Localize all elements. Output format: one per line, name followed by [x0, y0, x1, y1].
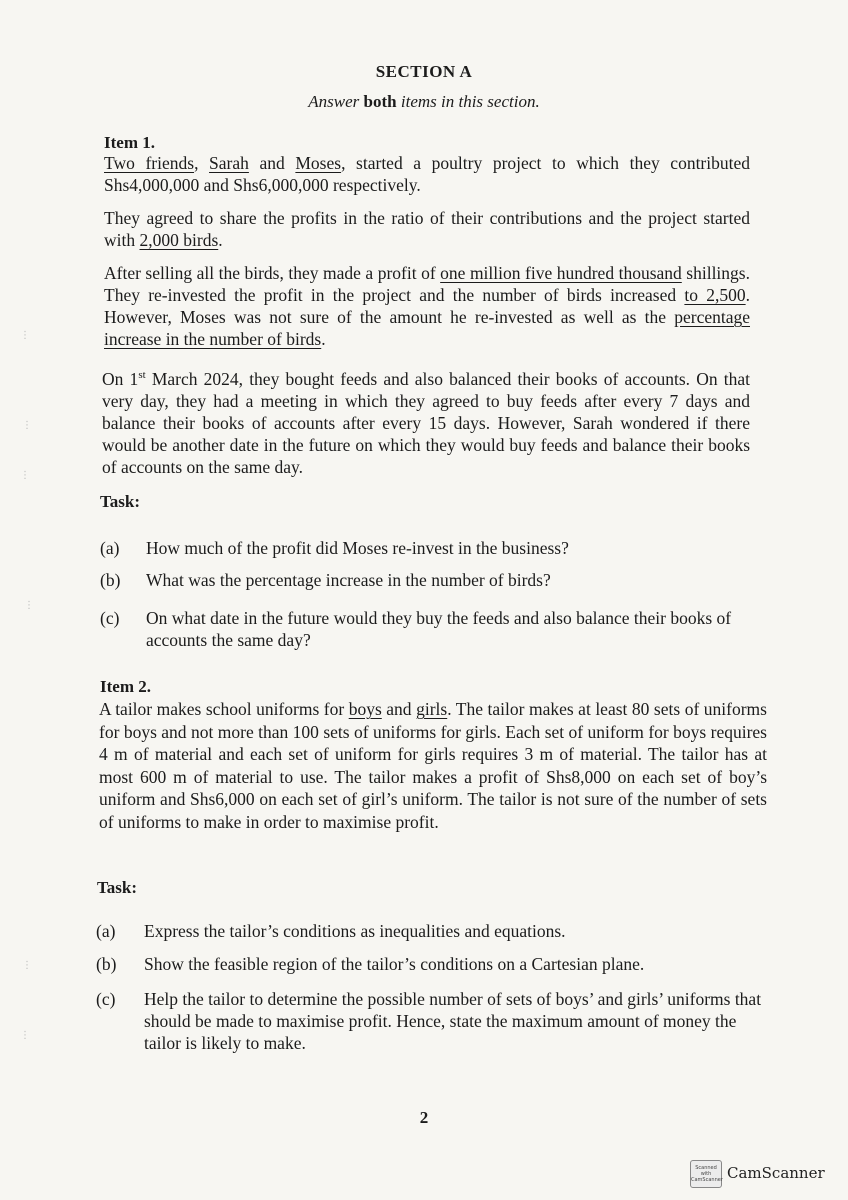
task-text: What was the percentage increase in the number of birds?: [146, 570, 551, 590]
scan-speck: ⋮: [20, 330, 30, 341]
underlined-phrase: percentage increase in the number of birds: [104, 307, 750, 349]
text-run: . The tailor makes at least 80 sets of uniforms for boys and not more than 100 sets of uniforms for girls. Each set of uniform for boys requires 4 m of material and each set of uniform for girls requires 3 m of material. The tailor has at most 600 m of material to use. The tailor makes a profit of Shs8,000 on each set of boy’s uniform and Shs6,000 on each set of girl’s uniform. The tailor is not sure of the number of sets of uniforms to make in order to maximise profit.: [99, 699, 767, 832]
instruction-bold: both: [363, 92, 397, 111]
text-run: . However, Moses was not sure of the amount he re-invested as well as the: [104, 285, 750, 327]
ordinal-suffix: st: [138, 369, 146, 381]
text-run: shillings. They re-invested the profit in the project and the number of birds increased: [104, 263, 750, 305]
underlined-phrase: Moses: [295, 153, 342, 173]
scan-speck: ⋮: [20, 1030, 30, 1041]
text-run: On 1: [102, 368, 139, 389]
task-text: Show the feasible region of the tailor’s conditions on a Cartesian plane.: [144, 954, 645, 974]
item-1-paragraph-1: [104, 152, 750, 196]
task-text: On what date in the future would they buy the feeds and also balance their books of accounts the same day?: [146, 608, 732, 650]
text-run: , started a poultry project to which they contributed Shs4,000,000 and Shs6,000,000 respectively.: [104, 153, 751, 195]
text-run: and: [248, 153, 296, 173]
underlined-phrase: one million five hundred thousand: [440, 263, 682, 283]
task-text: Express the tailor’s conditions as inequalities and equations.: [144, 921, 566, 941]
section-title: SECTION A: [375, 62, 473, 81]
item-2-task-a: [96, 920, 766, 942]
task-text: Help the tailor to determine the possible number of sets of boys’ and girls’ uniforms that should be made to maximise profit. Hence, state the maximum amount of money the tailor is likely to make.: [144, 989, 762, 1053]
text-run: and: [381, 699, 417, 719]
section-instruction: [0, 92, 848, 112]
scan-speck: ⋮: [22, 420, 32, 431]
item-2-paragraph-1: [99, 698, 767, 833]
item-1-heading: Item 1.: [104, 133, 155, 152]
underlined-phrase: boys: [348, 699, 382, 719]
item-2-task-b: [96, 953, 766, 975]
text-run: ,: [194, 153, 210, 173]
item-2-heading: Item 2.: [100, 677, 151, 696]
scan-speck: ⋮: [24, 600, 34, 611]
text-run: A tailor makes school uniforms for: [99, 699, 349, 719]
task-label: (b): [96, 954, 117, 974]
underlined-phrase: girls: [416, 699, 448, 719]
task-label: (a): [96, 921, 116, 941]
task-label: (c): [96, 989, 116, 1009]
task-text: How much of the profit did Moses re-invest in the business?: [146, 538, 569, 558]
instruction-pre: Answer: [308, 92, 360, 111]
camscanner-logo: Scanned with CamScanner: [690, 1160, 722, 1188]
scan-speck: ⋮: [22, 960, 32, 971]
text-run: They agreed to share the profits in the ratio of their contributions and the project started with: [104, 208, 750, 250]
task-label: (c): [100, 608, 120, 628]
item-1-task-b: [100, 569, 750, 591]
underlined-phrase: Two friends: [104, 153, 195, 173]
underlined-phrase: to 2,500: [684, 285, 746, 305]
text-run: .: [218, 230, 223, 250]
underlined-phrase: 2,000 birds: [139, 230, 219, 250]
item-1-task-a: [100, 537, 750, 559]
item-2-task-c: [96, 988, 776, 1054]
camscanner-watermark: [690, 1160, 830, 1188]
page-number: 2: [419, 1108, 429, 1127]
text-run: After selling all the birds, they made a profit of: [104, 263, 441, 283]
underlined-phrase: Sarah: [209, 153, 249, 173]
camscanner-label: CamScanner: [727, 1164, 825, 1182]
text-run: March 2024, they bought feeds and also balanced their books of accounts. On that very day, they had a meeting in which they agreed to buy feeds after every 7 days and balance their books of accounts after every 15 days. However, Sarah wondered if there would be another date in the future on which they would buy feeds and balance their books of accounts on the same day.: [102, 368, 750, 477]
item-1-paragraph-4: [102, 364, 750, 478]
item-1-paragraph-3: [104, 262, 750, 350]
task-label: (a): [100, 538, 120, 558]
item-2-task-heading: Task:: [97, 878, 138, 897]
text-run: .: [321, 329, 326, 349]
item-1-task-c: [100, 607, 750, 651]
instruction-post: items in this section.: [400, 92, 540, 111]
item-1-task-heading: Task:: [100, 492, 141, 511]
scan-speck: ⋮: [20, 470, 30, 481]
item-1-paragraph-2: [104, 207, 750, 251]
task-label: (b): [100, 570, 121, 590]
